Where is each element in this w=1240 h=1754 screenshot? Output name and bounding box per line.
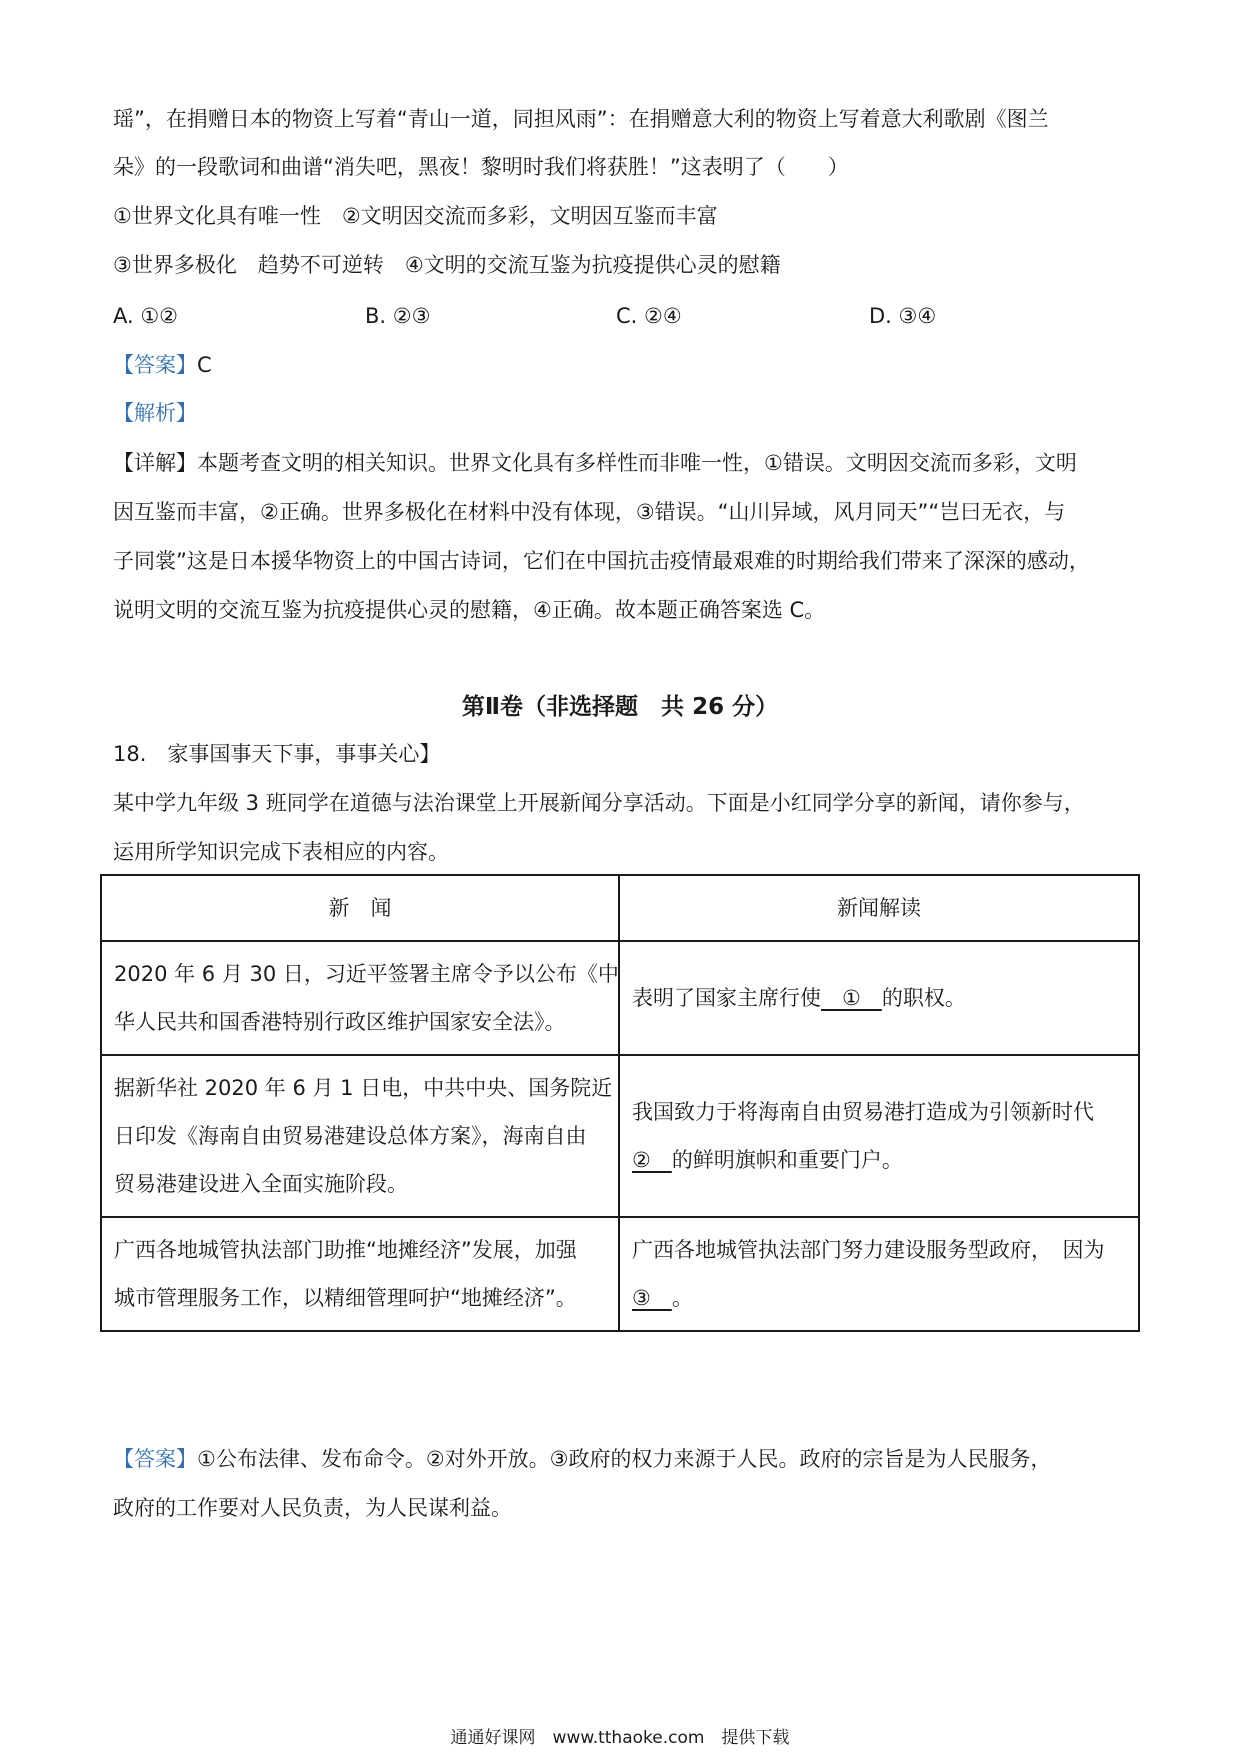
header-interpretation: 新闻解读 <box>619 875 1139 941</box>
q18-intro-line-2: 运用所学知识完成下表相应的内容。 <box>113 840 449 864</box>
q17-detail-line-2: 因互鉴而丰富，②正确。世界多极化在材料中没有体现，③错误。“山川异域，风月同天”“岂曰无衣，与 <box>113 500 1066 524</box>
blank-1: ① <box>821 986 882 1010</box>
q17-stem-line-2: 朵》的一段歌词和曲谱“消失吧，黑夜！黎明时我们将获胜！”这表明了（ ） <box>113 155 849 179</box>
q17-statement-line-1: ①世界文化具有唯一性 ②文明因交流而多彩，文明因互鉴而丰富 <box>113 204 718 228</box>
blank-3: ③ <box>632 1286 672 1310</box>
news-cell <box>101 1217 619 1331</box>
news-table <box>100 874 1140 1332</box>
q18-answer-line-2: 政府的工作要对人民负责，为人民谋利益。 <box>113 1496 512 1520</box>
answer-label: 【答案】 <box>113 1447 197 1471</box>
q18-heading: 18. 家事国事天下事，事事关心】 <box>113 742 441 766</box>
interpretation-cell <box>619 1055 1139 1217</box>
table-header-row <box>101 875 1139 941</box>
news-text: 据新华社 2020 年 6 月 1 日电，中共中央、国务院近 <box>114 1076 613 1100</box>
q17-answer <box>113 350 212 380</box>
news-text: 华人民共和国香港特别行政区维护国家安全法》。 <box>114 1010 566 1034</box>
option-c: C. ②④ <box>616 304 682 328</box>
news-text: 城市管理服务工作，以精细管理呵护“地摊经济”。 <box>114 1286 577 1310</box>
answer-value: C <box>197 353 212 377</box>
interp-text: 广西各地城管执法部门努力建设服务型政府， 因为 <box>632 1238 1105 1262</box>
q17-analysis <box>113 398 197 428</box>
table-row <box>101 1055 1139 1217</box>
interpretation-cell <box>619 1217 1139 1331</box>
blank-2: ② <box>632 1148 672 1172</box>
option-b: B. ②③ <box>365 304 431 328</box>
q17-detail-line-4: 说明文明的交流互鉴为抗疫提供心灵的慰籍，④正确。故本题正确答案选 C。 <box>113 598 826 622</box>
section-title: 第Ⅱ卷（非选择题 共 26 分） <box>461 694 779 720</box>
interpretation-cell <box>619 941 1139 1055</box>
q17-options <box>113 301 1013 331</box>
news-text: 广西各地城管执法部门助推“地摊经济”发展，加强 <box>114 1238 577 1262</box>
answer-text: ①公布法律、发布命令。②对外开放。③政府的权力来源于人民。政府的宗旨是为人民服务， <box>197 1447 1052 1471</box>
news-text: 2020 年 6 月 30 日，习近平签署主席令予以公布《中 <box>114 962 619 986</box>
detail-text: 本题考查文明的相关知识。世界文化具有多样性而非唯一性，①错误。文明因交流而多彩，文明 <box>197 451 1077 475</box>
detail-label: 【详解】 <box>113 451 197 475</box>
table-row <box>101 1217 1139 1331</box>
answer-label: 【答案】 <box>113 353 197 377</box>
q18-intro-line-1: 某中学九年级 3 班同学在道德与法治课堂上开展新闻分享活动。下面是小红同学分享的新闻，请你参与， <box>113 791 1085 815</box>
q18-answer-line-1 <box>113 1444 1051 1474</box>
news-text: 贸易港建设进入全面实施阶段。 <box>114 1172 408 1196</box>
option-d: D. ③④ <box>869 304 937 328</box>
option-a: A. ①② <box>113 304 178 328</box>
page-footer: 通通好课网 www.tthaoke.com 提供下载 <box>450 1728 790 1748</box>
q17-detail-line-1 <box>113 448 1077 478</box>
news-cell <box>101 1055 619 1217</box>
q17-statement-line-2: ③世界多极化 趋势不可逆转 ④文明的交流互鉴为抗疫提供心灵的慰籍 <box>113 253 781 277</box>
news-text: 日印发《海南自由贸易港建设总体方案》，海南自由 <box>114 1124 587 1148</box>
table-row <box>101 941 1139 1055</box>
interp-text: 表明了国家主席行使 <box>632 986 821 1010</box>
interp-text: 我国致力于将海南自由贸易港打造成为引领新时代 <box>632 1100 1094 1124</box>
interp-text: 的鲜明旗帜和重要门户。 <box>671 1148 903 1172</box>
analysis-label: 【解析】 <box>113 401 197 425</box>
news-cell <box>101 941 619 1055</box>
interp-text: 。 <box>671 1286 693 1310</box>
interp-text: 的职权。 <box>881 986 966 1010</box>
q17-detail-line-3: 子同裳”这是日本援华物资上的中国古诗词，它们在中国抗击疫情最艰难的时期给我们带来了深深的感动， <box>113 549 1090 573</box>
header-news: 新 闻 <box>101 875 619 941</box>
q17-stem-line-1: 瑶”，在捐赠日本的物资上写着“青山一道，同担风雨”：在捐赠意大利的物资上写着意大利歌剧《图兰 <box>113 107 1049 131</box>
